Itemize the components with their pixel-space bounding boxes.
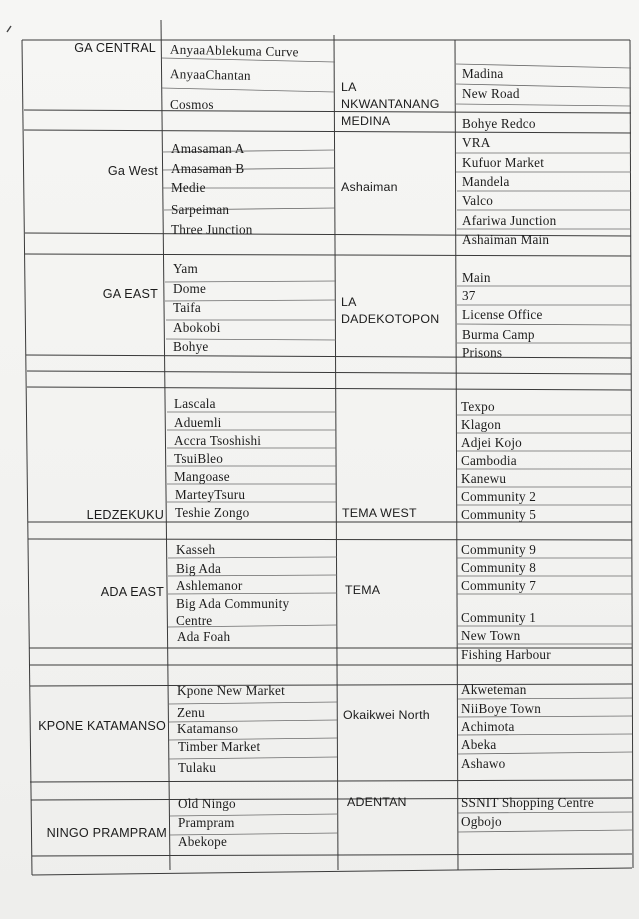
- town-prampram: Prampram: [178, 815, 235, 830]
- town-kufuor-market: Kufuor Market: [462, 155, 545, 170]
- town-ada-foah: Ada Foah: [177, 629, 231, 644]
- town-fishing-harbour: Fishing Harbour: [461, 647, 551, 662]
- town-kasseh: Kasseh: [176, 542, 216, 557]
- town-amasaman-b: Amasaman B: [171, 161, 245, 176]
- town-teshie-zongo: Teshie Zongo: [175, 505, 250, 520]
- district-ningo-prampram: NINGO PRAMPRAM: [46, 826, 167, 840]
- town-akweteman: Akweteman: [461, 682, 527, 697]
- town-mangoase: Mangoase: [174, 469, 230, 484]
- town-timber-market: Timber Market: [178, 739, 261, 754]
- district-ashaiman: Ashaiman: [341, 180, 398, 194]
- town-bohye: Bohye: [173, 339, 209, 354]
- town-dome: Dome: [173, 281, 207, 296]
- town-aduemli: Aduemli: [174, 415, 222, 430]
- town-amasaman-a: Amasaman A: [171, 141, 245, 156]
- town-yam: Yam: [173, 261, 198, 276]
- town-mandela: Mandela: [462, 174, 510, 189]
- town-sarpeiman: Sarpeiman: [171, 202, 230, 217]
- district-la-nkwantanang-medina: LA NKWANTANANG MEDINA: [341, 80, 440, 128]
- town-abekope: Abekope: [178, 834, 228, 849]
- town-vra: VRA: [462, 135, 491, 150]
- town-cosmos: Cosmos: [170, 97, 214, 112]
- district-la-dadekotopon: LA DADEKOTOPON: [341, 295, 440, 326]
- town-adjei-kojo: Adjei Kojo: [461, 435, 522, 450]
- town-katamanso: Katamanso: [177, 721, 239, 736]
- town-community-8: Community 8: [461, 560, 537, 575]
- town-ashlemanor: Ashlemanor: [176, 578, 243, 593]
- district-ga-west: Ga West: [107, 164, 158, 178]
- town-ssnit-shopping-centre: SSNIT Shopping Centre: [461, 795, 594, 810]
- town-ogbojo: Ogbojo: [461, 814, 502, 829]
- town-community-2: Community 2: [461, 489, 537, 504]
- town-bohye-redco: Bohye Redco: [462, 116, 536, 131]
- town-new-road: New Road: [462, 86, 520, 101]
- town-burma-camp: Burma Camp: [462, 327, 535, 342]
- town-old-ningo: Old Ningo: [178, 796, 236, 811]
- town-niiboye-town: NiiBoye Town: [461, 701, 541, 716]
- town-tsuibleo: TsuiBleo: [174, 451, 224, 466]
- town-anyaachantan: AnyaaChantan: [169, 66, 251, 83]
- town-tulaku: Tulaku: [178, 760, 217, 775]
- town-main: Main: [462, 270, 491, 285]
- town-accra-tsoshishi: Accra Tsoshishi: [174, 433, 262, 448]
- town-big-ada-community-centre: Big Ada Community Centre: [176, 596, 290, 628]
- town-cambodia: Cambodia: [461, 453, 517, 468]
- district-adentan: ADENTAN: [347, 795, 407, 809]
- town-community-1: Community 1: [461, 610, 537, 625]
- town-kanewu: Kanewu: [461, 471, 507, 486]
- town-community-7: Community 7: [461, 578, 537, 593]
- town-community-5: Community 5: [461, 507, 537, 522]
- district-ga-central: GA CENTRAL: [74, 41, 156, 55]
- town-three-junction: Three Junction: [171, 222, 253, 237]
- town-lascala: Lascala: [174, 396, 216, 411]
- town-prisons: Prisons: [462, 345, 503, 360]
- town-anyaaablekuma-curve: AnyaaAblekuma Curve: [169, 41, 299, 60]
- district-ga-east: GA EAST: [102, 287, 158, 301]
- town-community-9: Community 9: [461, 542, 537, 557]
- town-klagon: Klagon: [461, 417, 502, 432]
- town-ashaiman-main: Ashaiman Main: [462, 232, 550, 247]
- district-kpone-katamanso: KPONE KATAMANSO: [38, 719, 166, 733]
- district-tema-west: TEMA WEST: [342, 506, 417, 520]
- town-achimota: Achimota: [461, 719, 515, 734]
- town-zenu: Zenu: [177, 705, 205, 720]
- pen-mark-icon: [6, 25, 12, 33]
- town-madina: Madina: [462, 66, 504, 81]
- town-texpo: Texpo: [461, 399, 495, 414]
- town-abeka: Abeka: [461, 737, 497, 752]
- district-okaikwei-north: Okaikwei North: [343, 708, 430, 722]
- town-abokobi: Abokobi: [173, 320, 221, 335]
- town-new-town: New Town: [461, 628, 521, 643]
- town-big-ada: Big Ada: [176, 561, 221, 576]
- district-tema: TEMA: [345, 583, 381, 597]
- district-ada-east: ADA EAST: [100, 585, 164, 599]
- town-taifa: Taifa: [173, 300, 201, 315]
- town-license-office: License Office: [462, 307, 543, 322]
- town-37: 37: [462, 288, 476, 303]
- town-valco: Valco: [462, 193, 494, 208]
- town-marteytsuru: MarteyTsuru: [175, 487, 246, 502]
- town-ashawo: Ashawo: [461, 756, 506, 771]
- town-kpone-new-market: Kpone New Market: [177, 683, 285, 698]
- town-afariwa-junction: Afariwa Junction: [462, 213, 557, 228]
- district-ledzekuku: LEDZEKUKU: [86, 508, 164, 522]
- town-medie: Medie: [171, 180, 206, 195]
